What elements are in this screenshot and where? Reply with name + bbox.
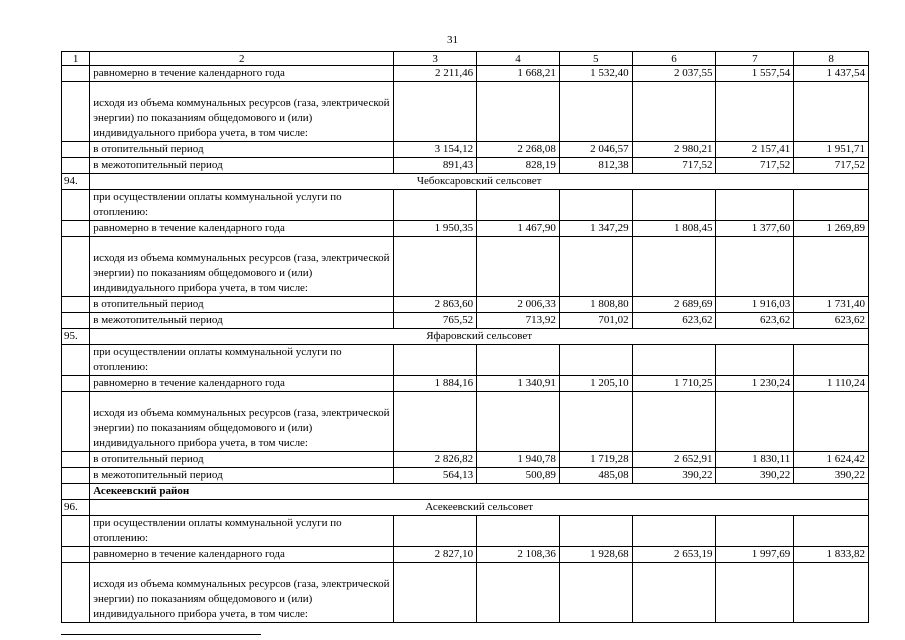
value-cell: 485,08 bbox=[559, 468, 632, 484]
value-cell: 2 037,55 bbox=[632, 66, 716, 82]
value-cell: 765,52 bbox=[394, 313, 477, 329]
value-cell: 1 377,60 bbox=[716, 221, 794, 237]
value-cell bbox=[477, 190, 560, 221]
value-cell bbox=[716, 563, 794, 623]
value-cell bbox=[559, 237, 632, 297]
value-cell: 1 719,28 bbox=[559, 452, 632, 468]
column-header: 1 bbox=[62, 52, 90, 66]
row-index bbox=[62, 468, 90, 484]
row-index bbox=[62, 376, 90, 392]
value-cell: 623,62 bbox=[794, 313, 869, 329]
row-index bbox=[62, 547, 90, 563]
row-index bbox=[62, 297, 90, 313]
column-header: 7 bbox=[716, 52, 794, 66]
tariff-table bbox=[61, 51, 869, 623]
value-cell bbox=[716, 392, 794, 452]
value-cell: 2 826,82 bbox=[394, 452, 477, 468]
table-row bbox=[62, 66, 869, 82]
row-description: исходя из объема коммунальных ресурсов (газа, электрической энергии) по показаниям общедомового и (или) индивидуального прибора учета, в том числе: bbox=[90, 237, 394, 297]
section-title: Яфаровский сельсовет bbox=[90, 329, 869, 345]
label-row bbox=[62, 392, 869, 452]
row-description: при осуществлении оплаты коммунальной услуги по отоплению: bbox=[90, 516, 394, 547]
value-cell: 1 557,54 bbox=[716, 66, 794, 82]
value-cell bbox=[394, 237, 477, 297]
row-description: исходя из объема коммунальных ресурсов (газа, электрической энергии) по показаниям общедомового и (или) индивидуального прибора учета, в том числе: bbox=[90, 392, 394, 452]
column-header-row bbox=[62, 52, 869, 66]
label-row bbox=[62, 82, 869, 142]
table-body bbox=[62, 52, 869, 623]
row-index bbox=[62, 345, 90, 376]
row-description: исходя из объема коммунальных ресурсов (газа, электрической энергии) по показаниям общедомового и (или) индивидуального прибора учета, в том числе: bbox=[90, 563, 394, 623]
value-cell bbox=[394, 563, 477, 623]
row-description: равномерно в течение календарного года bbox=[90, 547, 394, 563]
value-cell: 623,62 bbox=[716, 313, 794, 329]
row-index: 95. bbox=[62, 329, 90, 345]
value-cell: 828,19 bbox=[477, 158, 560, 174]
district-row bbox=[62, 484, 869, 500]
value-cell: 1 269,89 bbox=[794, 221, 869, 237]
column-header: 6 bbox=[632, 52, 716, 66]
row-description: равномерно в течение календарного года bbox=[90, 376, 394, 392]
value-cell: 1 205,10 bbox=[559, 376, 632, 392]
row-description: в отопительный период bbox=[90, 297, 394, 313]
value-cell bbox=[477, 82, 560, 142]
value-cell bbox=[632, 190, 716, 221]
value-cell: 623,62 bbox=[632, 313, 716, 329]
value-cell bbox=[394, 345, 477, 376]
value-cell bbox=[477, 563, 560, 623]
row-index bbox=[62, 516, 90, 547]
column-header: 3 bbox=[394, 52, 477, 66]
value-cell: 1 997,69 bbox=[716, 547, 794, 563]
value-cell bbox=[794, 516, 869, 547]
value-cell bbox=[632, 392, 716, 452]
row-index bbox=[62, 452, 90, 468]
row-index bbox=[62, 484, 90, 500]
value-cell: 1 731,40 bbox=[794, 297, 869, 313]
value-cell: 1 808,45 bbox=[632, 221, 716, 237]
value-cell bbox=[716, 82, 794, 142]
value-cell: 891,43 bbox=[394, 158, 477, 174]
value-cell bbox=[477, 392, 560, 452]
value-cell: 2 046,57 bbox=[559, 142, 632, 158]
value-cell: 1 950,35 bbox=[394, 221, 477, 237]
value-cell bbox=[632, 345, 716, 376]
footnote-separator bbox=[61, 634, 261, 635]
value-cell: 2 006,33 bbox=[477, 297, 560, 313]
row-index bbox=[62, 392, 90, 452]
row-index bbox=[62, 66, 90, 82]
value-cell bbox=[477, 237, 560, 297]
row-description: в отопительный период bbox=[90, 452, 394, 468]
value-cell bbox=[632, 563, 716, 623]
section-row bbox=[62, 500, 869, 516]
table-row bbox=[62, 313, 869, 329]
value-cell: 1 808,80 bbox=[559, 297, 632, 313]
label-row bbox=[62, 190, 869, 221]
row-description: в межотопительный период bbox=[90, 468, 394, 484]
section-row bbox=[62, 174, 869, 190]
value-cell: 390,22 bbox=[632, 468, 716, 484]
row-index bbox=[62, 313, 90, 329]
column-header: 2 bbox=[90, 52, 394, 66]
value-cell bbox=[632, 82, 716, 142]
value-cell: 390,22 bbox=[716, 468, 794, 484]
table-row bbox=[62, 221, 869, 237]
table-row bbox=[62, 547, 869, 563]
row-index bbox=[62, 563, 90, 623]
row-index bbox=[62, 190, 90, 221]
table-row bbox=[62, 376, 869, 392]
value-cell: 2 108,36 bbox=[477, 547, 560, 563]
value-cell bbox=[794, 563, 869, 623]
row-index bbox=[62, 237, 90, 297]
value-cell: 1 347,29 bbox=[559, 221, 632, 237]
value-cell: 701,02 bbox=[559, 313, 632, 329]
value-cell: 2 652,91 bbox=[632, 452, 716, 468]
value-cell: 2 211,46 bbox=[394, 66, 477, 82]
value-cell bbox=[716, 516, 794, 547]
value-cell bbox=[794, 345, 869, 376]
row-description: при осуществлении оплаты коммунальной услуги по отоплению: bbox=[90, 190, 394, 221]
value-cell: 1 916,03 bbox=[716, 297, 794, 313]
value-cell bbox=[394, 516, 477, 547]
label-row bbox=[62, 345, 869, 376]
value-cell: 1 532,40 bbox=[559, 66, 632, 82]
value-cell bbox=[794, 82, 869, 142]
value-cell: 812,38 bbox=[559, 158, 632, 174]
row-description: равномерно в течение календарного года bbox=[90, 221, 394, 237]
value-cell bbox=[794, 237, 869, 297]
value-cell: 1 624,42 bbox=[794, 452, 869, 468]
value-cell bbox=[559, 82, 632, 142]
value-cell bbox=[716, 345, 794, 376]
value-cell: 1 437,54 bbox=[794, 66, 869, 82]
row-description: равномерно в течение календарного года bbox=[90, 66, 394, 82]
label-row bbox=[62, 237, 869, 297]
value-cell: 390,22 bbox=[794, 468, 869, 484]
page-number: 31 bbox=[447, 34, 458, 46]
table-row bbox=[62, 297, 869, 313]
value-cell: 1 951,71 bbox=[794, 142, 869, 158]
value-cell bbox=[794, 392, 869, 452]
value-cell bbox=[394, 392, 477, 452]
table-row bbox=[62, 468, 869, 484]
column-header: 8 bbox=[794, 52, 869, 66]
district-title: Асекеевский район bbox=[90, 484, 869, 500]
row-description: исходя из объема коммунальных ресурсов (газа, электрической энергии) по показаниям общедомового и (или) индивидуального прибора учета, в том числе: bbox=[90, 82, 394, 142]
value-cell bbox=[632, 237, 716, 297]
table-row bbox=[62, 158, 869, 174]
value-cell: 564,13 bbox=[394, 468, 477, 484]
value-cell bbox=[559, 516, 632, 547]
value-cell: 1 340,91 bbox=[477, 376, 560, 392]
value-cell bbox=[477, 516, 560, 547]
value-cell: 1 710,25 bbox=[632, 376, 716, 392]
value-cell: 1 830,11 bbox=[716, 452, 794, 468]
section-title: Чебоксаровский сельсовет bbox=[90, 174, 869, 190]
table-row bbox=[62, 142, 869, 158]
row-index bbox=[62, 82, 90, 142]
label-row bbox=[62, 516, 869, 547]
value-cell: 717,52 bbox=[716, 158, 794, 174]
value-cell: 1 928,68 bbox=[559, 547, 632, 563]
value-cell: 1 940,78 bbox=[477, 452, 560, 468]
value-cell: 1 668,21 bbox=[477, 66, 560, 82]
value-cell bbox=[559, 563, 632, 623]
table-row bbox=[62, 452, 869, 468]
value-cell bbox=[632, 516, 716, 547]
value-cell: 717,52 bbox=[794, 158, 869, 174]
row-description: при осуществлении оплаты коммунальной услуги по отоплению: bbox=[90, 345, 394, 376]
row-index bbox=[62, 221, 90, 237]
value-cell: 1 230,24 bbox=[716, 376, 794, 392]
row-description: в межотопительный период bbox=[90, 158, 394, 174]
value-cell bbox=[559, 345, 632, 376]
column-header: 5 bbox=[559, 52, 632, 66]
value-cell bbox=[394, 82, 477, 142]
value-cell: 2 689,69 bbox=[632, 297, 716, 313]
value-cell: 500,89 bbox=[477, 468, 560, 484]
value-cell bbox=[716, 237, 794, 297]
value-cell bbox=[716, 190, 794, 221]
value-cell: 3 154,12 bbox=[394, 142, 477, 158]
value-cell: 2 863,60 bbox=[394, 297, 477, 313]
row-description: в отопительный период bbox=[90, 142, 394, 158]
value-cell: 1 110,24 bbox=[794, 376, 869, 392]
value-cell: 2 157,41 bbox=[716, 142, 794, 158]
label-row bbox=[62, 563, 869, 623]
value-cell: 2 268,08 bbox=[477, 142, 560, 158]
row-index bbox=[62, 142, 90, 158]
column-header: 4 bbox=[477, 52, 560, 66]
value-cell: 1 833,82 bbox=[794, 547, 869, 563]
value-cell: 1 467,90 bbox=[477, 221, 560, 237]
value-cell bbox=[794, 190, 869, 221]
row-index bbox=[62, 158, 90, 174]
value-cell bbox=[477, 345, 560, 376]
value-cell: 1 884,16 bbox=[394, 376, 477, 392]
value-cell bbox=[559, 190, 632, 221]
row-description: в межотопительный период bbox=[90, 313, 394, 329]
value-cell: 2 827,10 bbox=[394, 547, 477, 563]
value-cell bbox=[394, 190, 477, 221]
value-cell: 717,52 bbox=[632, 158, 716, 174]
section-title: Асекеевский сельсовет bbox=[90, 500, 869, 516]
value-cell bbox=[559, 392, 632, 452]
row-index: 96. bbox=[62, 500, 90, 516]
row-index: 94. bbox=[62, 174, 90, 190]
value-cell: 2 653,19 bbox=[632, 547, 716, 563]
section-row bbox=[62, 329, 869, 345]
value-cell: 2 980,21 bbox=[632, 142, 716, 158]
value-cell: 713,92 bbox=[477, 313, 560, 329]
